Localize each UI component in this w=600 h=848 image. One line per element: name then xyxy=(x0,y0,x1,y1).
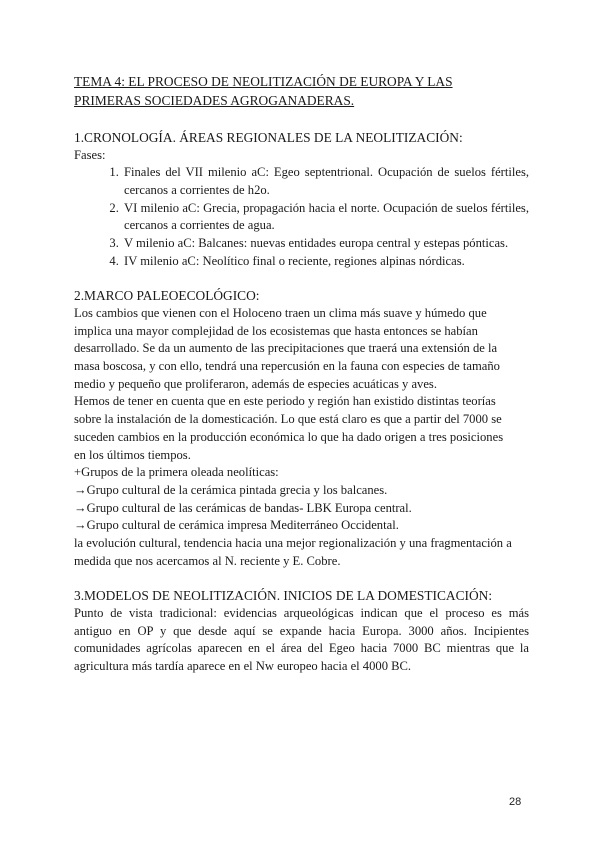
text-line: implica una mayor complejidad de los ecosistemas que hasta entonces se habían xyxy=(74,323,478,338)
text-line: →Grupo cultural de las cerámicas de bandas- LBK Europa central. xyxy=(74,500,412,515)
list-item: 2. VI milenio aC: Grecia, propagación hacia el norte. Ocupación de suelos fértiles, cercanos a corrientes de agua. xyxy=(122,200,529,235)
section-heading: 2.MARCO PALEOECOLÓGICO: xyxy=(74,288,260,304)
title-line-1: TEMA 4: EL PROCESO DE NEOLITIZACIÓN DE EUROPA Y LAS xyxy=(74,74,453,89)
section-heading: 1.CRONOLOGÍA. ÁREAS REGIONALES DE LA NEOLITIZACIÓN: xyxy=(74,130,463,145)
text-line: medio y pequeño que proliferaron, además de especies acuáticas y aves. xyxy=(74,376,437,391)
text-line: +Grupos de la primera oleada neolíticas: xyxy=(74,465,279,480)
page-number: 28 xyxy=(509,796,522,808)
list-item: 1. Finales del VII milenio aC: Egeo septentrional. Ocupación de suelos fértiles, cercanos a corrientes de h2o. xyxy=(122,164,529,199)
text-line: →Grupo cultural de cerámica impresa Mediterráneo Occidental. xyxy=(74,518,399,533)
text-line: desarrollado. Se da un aumento de las precipitaciones que traerá una extensión de la xyxy=(74,341,498,356)
document-page xyxy=(74,72,529,676)
phases-list xyxy=(74,164,529,270)
text-line: Los cambios que vienen con el Holoceno traen un clima más suave y húmedo que xyxy=(74,305,487,320)
list-item: 4. IV milenio aC: Neolítico final o reciente, regiones alpinas nórdicas. xyxy=(122,253,529,271)
text-line: la evolución cultural, tendencia hacia una mejor regionalización y una fragmentación a xyxy=(74,536,512,551)
section-neolithization-models xyxy=(74,587,529,675)
document-title xyxy=(74,72,529,110)
text-line: Hemos de tener en cuenta que en este periodo y región han existido distintas teorías xyxy=(74,394,496,409)
phases-label: Fases: xyxy=(74,147,106,162)
text-line: masa boscosa, y con ello, tendrá una repercusión en la fauna con especies de tamaño xyxy=(74,359,500,374)
text-line: →Grupo cultural de la cerámica pintada grecia y los balcanes. xyxy=(74,482,388,497)
section-heading: 3.MODELOS DE NEOLITIZACIÓN. INICIOS DE LA DOMESTICACIÓN: xyxy=(74,588,493,604)
list-item: 3. V milenio aC: Balcanes: nuevas entidades europa central y estepas pónticas. xyxy=(122,235,529,253)
title-line-2: PRIMERAS SOCIEDADES AGROGANADERAS. xyxy=(74,93,355,108)
text-line: medida que nos acercamos al N. reciente y E. Cobre. xyxy=(74,553,341,568)
section-paleoecology xyxy=(74,287,529,570)
section-chronology xyxy=(74,129,529,270)
text-line: sobre la instalación de la domesticación. Lo que está claro es que a partir del 7000 se xyxy=(74,412,502,427)
paragraph: Punto de vista tradicional: evidencias arqueológicas indican que el proceso es más antiguo en OP y que desde aquí se expande hacia Europa. 3000 años. Incipientes comunidades agrícolas aparecen en el área del Egeo hacia 7000 BC mientras que la agricultura más tardía aparece en el Nw europeo hacia el 4000 BC. xyxy=(74,605,529,674)
text-line: en los últimos tiempos. xyxy=(74,447,191,462)
text-line: suceden cambios en la producción económica lo que ha dado origen a tres posiciones xyxy=(74,429,504,444)
